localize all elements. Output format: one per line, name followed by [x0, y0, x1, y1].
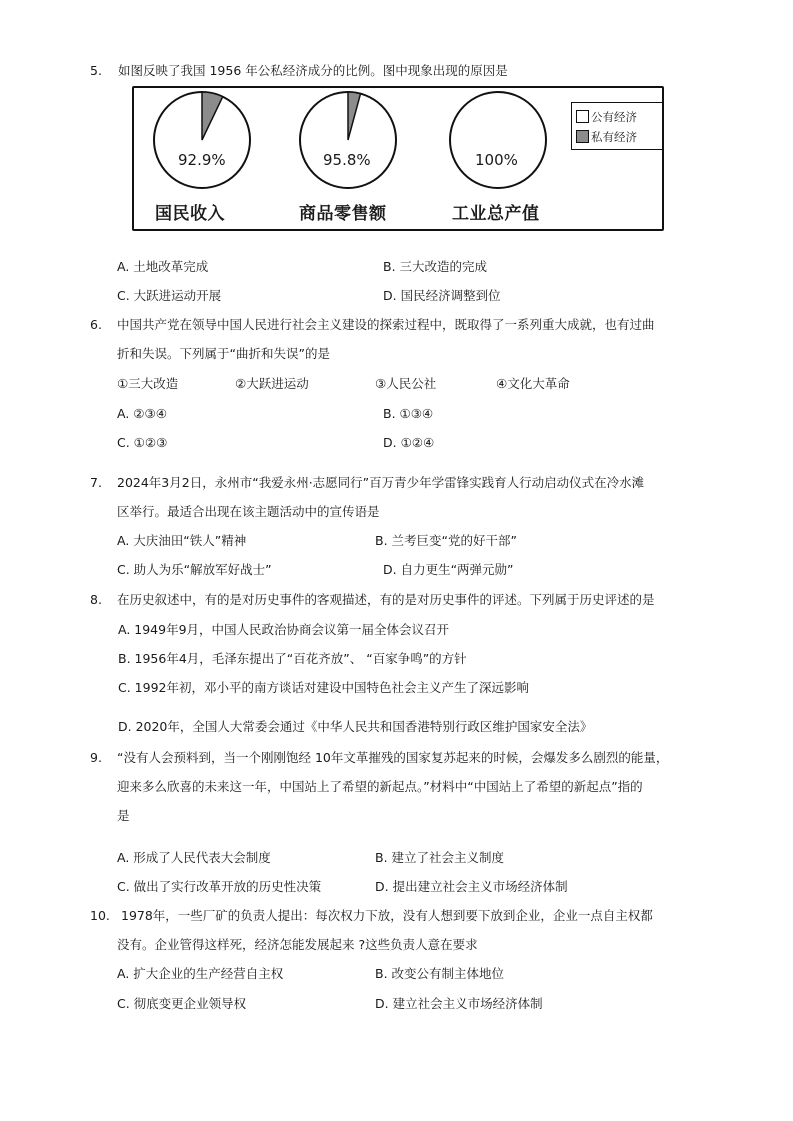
- question-9-number: 9.: [90, 750, 102, 765]
- legend-public-label: 公有经济: [591, 110, 637, 124]
- pie-chart-figure: [132, 86, 664, 231]
- pie-national-income-graphic: [140, 90, 268, 190]
- pie-3-title: 工业总产值: [452, 204, 540, 224]
- pie-industrial-output: [436, 90, 564, 190]
- q7-option-a: A. 大庆油田“铁人”精神: [117, 533, 247, 548]
- q6-item-4: ④文化大革命: [496, 376, 570, 391]
- pie-3-percent-label: 100%: [475, 151, 518, 169]
- q5-option-c: C. 大跃进运动开展: [117, 288, 222, 303]
- q6-option-b: B. ①③④: [383, 406, 434, 421]
- legend-private-label: 私有经济: [591, 130, 637, 144]
- pie-3-public-slice: [450, 92, 546, 188]
- legend-public: [576, 109, 637, 125]
- question-7-stem-line-1: 2024年3月2日，永州市“我爱永州·志愿同行”百万青少年学雷锋实践育人行动启动仪式在冷水滩: [117, 475, 645, 490]
- question-9-stem-line-1: “没有人会预料到，当一个刚刚饱经 10年文革摧残的国家复苏起来的时候，会爆发多么剧烈的能量，: [117, 750, 669, 765]
- pie-1-percent-label: 92.9%: [178, 151, 226, 169]
- legend-private-swatch: [576, 130, 589, 143]
- pie-2-title: 商品零售额: [299, 204, 387, 224]
- q5-option-a: A. 土地改革完成: [117, 259, 209, 274]
- question-10-stem-line-1: 1978年，一些厂矿的负责人提出：每次权力下放，没有人想到要下放到企业，企业一点自主权都: [121, 908, 653, 923]
- question-8-number: 8.: [90, 592, 102, 607]
- q10-option-b: B. 改变公有制主体地位: [375, 966, 505, 981]
- question-9-stem-line-3: 是: [117, 808, 130, 823]
- legend-public-swatch: [576, 110, 589, 123]
- q6-item-2: ②大跃进运动: [235, 376, 309, 391]
- question-8-stem: 在历史叙述中，有的是对历史事件的客观描述，有的是对历史事件的评述。下列属于历史评述的是: [117, 592, 655, 607]
- q6-option-c: C. ①②③: [117, 435, 168, 450]
- pie-retail-sales: [286, 90, 414, 190]
- pie-1-title: 国民收入: [155, 204, 225, 224]
- q7-option-c: C. 助人为乐“解放军好战士”: [117, 562, 272, 577]
- q6-item-3: ③人民公社: [375, 376, 437, 391]
- q10-option-c: C. 彻底变更企业领导权: [117, 996, 247, 1011]
- q8-option-b: B. 1956年4月，毛泽东提出了“百花齐放”、 “百家争鸣”的方针: [118, 651, 467, 666]
- q10-option-a: A. 扩大企业的生产经营自主权: [117, 966, 284, 981]
- legend-private: [576, 129, 637, 145]
- question-10-number: 10.: [90, 908, 110, 923]
- q5-option-d: D. 国民经济调整到位: [383, 288, 501, 303]
- pie-industrial-output-graphic: [436, 90, 564, 190]
- question-9-stem-line-2: 迎来多么欣喜的未来这一年，中国站上了希望的新起点。”材料中“中国站上了希望的新起点”指的: [117, 779, 643, 794]
- q8-option-a: A. 1949年9月，中国人民政治协商会议第一届全体会议召开: [118, 622, 450, 637]
- q6-item-1: ①三大改造: [117, 376, 179, 391]
- question-10-stem-line-2: 没有。企业管得这样死，经济怎能发展起来 ?这些负责人意在要求: [117, 937, 478, 952]
- q7-option-b: B. 兰考巨变“党的好干部”: [375, 533, 517, 548]
- q9-option-d: D. 提出建立社会主义市场经济体制: [375, 879, 568, 894]
- question-6-number: 6.: [90, 317, 102, 332]
- q5-option-b: B. 三大改造的完成: [383, 259, 488, 274]
- q9-option-a: A. 形成了人民代表大会制度: [117, 850, 271, 865]
- q9-option-b: B. 建立了社会主义制度: [375, 850, 505, 865]
- pie-national-income: [140, 90, 268, 190]
- pie-retail-sales-graphic: [286, 90, 414, 190]
- question-7-stem-line-2: 区举行。最适合出现在该主题活动中的宣传语是: [117, 504, 380, 519]
- question-5-number: 5.: [90, 63, 102, 78]
- question-7-number: 7.: [90, 475, 102, 490]
- q8-option-c: C. 1992年初，邓小平的南方谈话对建设中国特色社会主义产生了深远影响: [118, 680, 529, 695]
- question-6-stem-line-2: 折和失误。下列属于“曲折和失误”的是: [117, 346, 330, 361]
- q9-option-c: C. 做出了实行改革开放的历史性决策: [117, 879, 322, 894]
- question-5-stem: 如图反映了我国 1956 年公私经济成分的比例。图中现象出现的原因是: [118, 63, 508, 78]
- q10-option-d: D. 建立社会主义市场经济体制: [375, 996, 543, 1011]
- q6-option-d: D. ①②④: [383, 435, 435, 450]
- pie-2-percent-label: 95.8%: [323, 151, 371, 169]
- pie-legend: [571, 102, 663, 150]
- q6-option-a: A. ②③④: [117, 406, 167, 421]
- q8-option-d: D. 2020年，全国人大常委会通过《中华人民共和国香港特别行政区维护国家安全法》: [118, 719, 593, 734]
- question-6-stem-line-1: 中国共产党在领导中国人民进行社会主义建设的探索过程中，既取得了一系列重大成就，也有过曲: [117, 317, 655, 332]
- q7-option-d: D. 自力更生“两弹元勋”: [383, 562, 514, 577]
